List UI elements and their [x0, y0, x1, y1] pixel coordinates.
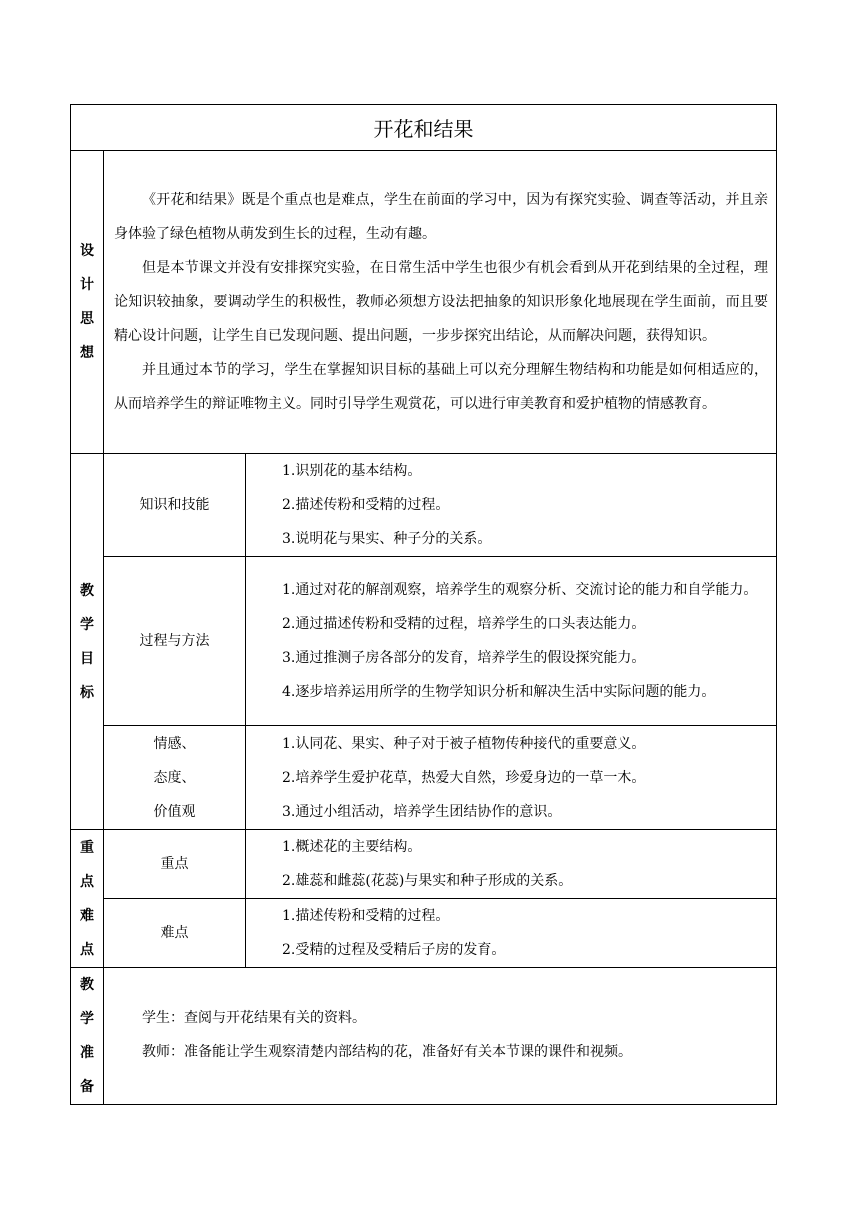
list-item: 1.认同花、果实、种子对于被子植物传种接代的重要意义。: [282, 735, 646, 752]
design-paragraph: 但是本节课文并没有安排探究实验，在日常生活中学生也很少有机会看到从开花到结果的全过程，理论知识较抽象，要调动学生的积极性，教师必须想方设法把抽象的知识形象化地展现在学生面前，而且要精心设计问题，让学生自已发现问题、提出问题，一步步探究出结论，从而解决问题，获得知识。: [114, 260, 769, 344]
preparation-teacher: 教师：准备能让学生观察清楚内部结构的花，准备好有关本节课的课件和视频。: [142, 1044, 632, 1060]
emotion-label: [104, 726, 246, 830]
label-char: 标: [80, 684, 94, 701]
list-item: 1.通过对花的解剖观察，培养学生的观察分析、交流讨论的能力和自学能力。: [282, 582, 758, 598]
process-label: 过程与方法: [104, 557, 246, 726]
label-char: 备: [80, 1079, 94, 1095]
difficulty-row: [71, 899, 777, 968]
label-char: 点: [80, 941, 94, 958]
label-char: 教: [80, 582, 94, 599]
focus-row: [71, 830, 777, 899]
label-char: 计: [80, 277, 94, 293]
goals-section-label: [71, 454, 104, 830]
keypoints-section-label: [71, 830, 104, 968]
emotion-label-line: 价值观: [153, 803, 196, 820]
knowledge-items: [246, 454, 777, 557]
label-char: 目: [80, 650, 94, 667]
label-char: 教: [80, 977, 94, 993]
design-content: [104, 151, 777, 454]
focus-items: [246, 830, 777, 899]
label-char: 准: [80, 1045, 94, 1061]
difficulty-items: [246, 899, 777, 968]
design-section-label: [71, 151, 104, 454]
title-row: [71, 105, 777, 151]
design-paragraph: 并且通过本节的学习，学生在掌握知识目标的基础上可以充分理解生物结构和功能是如何相适应的，从而培养学生的辩证唯物主义。同时引导学生观赏花，可以进行审美教育和爱护植物的情感教育。: [114, 362, 769, 412]
document-title: 开花和结果: [71, 105, 777, 151]
goals-process-row: [71, 557, 777, 726]
list-item: 3.通过小组活动，培养学生团结协作的意识。: [282, 803, 562, 820]
design-paragraph: 《开花和结果》既是个重点也是难点，学生在前面的学习中，因为有探究实验、调查等活动，并且亲身体验了绿色植物从萌发到生长的过程，生动有趣。: [114, 192, 769, 242]
design-row: [71, 151, 777, 454]
emotion-items: [246, 726, 777, 830]
list-item: 1.描述传粉和受精的过程。: [282, 908, 450, 924]
label-char: 思: [80, 311, 94, 327]
emotion-label-line: 态度、: [153, 769, 196, 786]
process-items: [246, 557, 777, 726]
list-item: 2.描述传粉和受精的过程。: [282, 497, 450, 513]
knowledge-label: 知识和技能: [104, 454, 246, 557]
label-char: 重: [80, 839, 94, 856]
label-char: 点: [80, 873, 94, 890]
goals-knowledge-row: [71, 454, 777, 557]
preparation-section-label: [71, 968, 104, 1105]
focus-label: 重点: [104, 830, 246, 899]
list-item: 2.培养学生爱护花草，热爱大自然，珍爱身边的一草一木。: [282, 769, 646, 786]
list-item: 2.通过描述传粉和受精的过程，培养学生的口头表达能力。: [282, 616, 646, 632]
lesson-plan-table: [70, 104, 777, 1105]
preparation-student: 学生：查阅与开花结果有关的资料。: [142, 1010, 366, 1026]
emotion-label-line: 情感、: [153, 735, 196, 752]
difficulty-label: 难点: [104, 899, 246, 968]
label-char: 想: [80, 345, 94, 361]
label-char: 设: [80, 243, 94, 259]
goals-emotion-row: [71, 726, 777, 830]
preparation-row: [71, 968, 777, 1105]
list-item: 3.通过推测子房各部分的发育，培养学生的假设探究能力。: [282, 650, 646, 666]
list-item: 1.识别花的基本结构。: [282, 463, 422, 479]
list-item: 2.受精的过程及受精后子房的发育。: [282, 942, 506, 958]
list-item: 2.雄蕊和雌蕊(花蕊)与果实和种子形成的关系。: [282, 873, 573, 889]
list-item: 3.说明花与果实、种子分的关系。: [282, 531, 492, 547]
list-item: 4.逐步培养运用所学的生物学知识分析和解决生活中实际问题的能力。: [282, 684, 716, 700]
label-char: 学: [80, 1011, 94, 1027]
preparation-content: [104, 968, 777, 1105]
label-char: 难: [80, 907, 94, 924]
label-char: 学: [80, 616, 94, 633]
list-item: 1.概述花的主要结构。: [282, 839, 422, 855]
